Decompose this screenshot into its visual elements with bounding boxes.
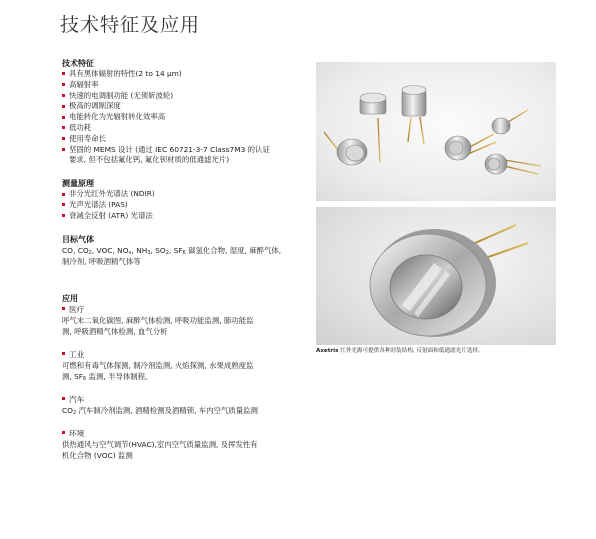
list-item: 衰减全反射 (ATR) 光谱法 (62, 211, 308, 222)
auto-text-1: $CO_2$ 汽车制冷剂监测, 酒精检测及酒精锁, 车内空气质量监测 (62, 405, 258, 416)
bullet-icon (62, 137, 65, 140)
bullet-icon (62, 214, 65, 217)
gases-heading: 目标气体 (62, 234, 94, 244)
left-column (62, 58, 308, 461)
medical-heading: 医疗 (62, 304, 308, 315)
gases-line-1: CO, $CO_2$, VOC, $NO_x$, $NH_3$, $SO_2$, $SF_6$ 碳氢化合物, 湿度, 麻醉气体, (62, 245, 282, 256)
ir-source-closeup-icon (316, 207, 556, 345)
industry-text-1: 可燃和有毒气体探测, 制冷剂监测, 火焰探测, 水果成熟度监 (62, 360, 254, 370)
environment-text-2: 机化合物 (VOC) 监测 (62, 450, 133, 460)
applications-heading: 应用 (62, 293, 78, 303)
bullet-icon (62, 193, 65, 196)
application-industry (62, 349, 308, 382)
list-item: 快速的电调制功能 (无须斩波轮) (62, 91, 308, 102)
page-title: 技术特征及应用 (60, 14, 201, 36)
bullet-icon (62, 83, 65, 86)
bullet-icon (62, 105, 65, 108)
list-item: 具有黑体辐射的特性(2 to 14 µm) (62, 69, 308, 80)
principles-list (62, 189, 308, 221)
features-section (62, 58, 308, 166)
bullet-icon (62, 307, 65, 310)
applications-section (62, 293, 308, 461)
bullet-icon (62, 72, 65, 75)
bullet-icon (62, 126, 65, 129)
list-item: 坚固的 MEMS 设计 (通过 IEC 60721-3-7 Class7M3 的认证 要求, 但不包括氟化钙, 氟化钡材质的低通滤光片) (62, 145, 308, 167)
features-list (62, 69, 308, 166)
photo-caption: Axetris 红外光源可提供各种封装结构, 反射面和低通滤光片选择。 (316, 348, 484, 354)
features-heading: 技术特征 (62, 59, 94, 68)
bullet-icon (62, 397, 65, 400)
list-item: 非分光红外光谱法 (NDIR) (62, 189, 308, 200)
bullet-icon (62, 148, 65, 151)
industry-text-2: 测, $SF_6$ 监测, 半导体制程。 (62, 371, 153, 382)
application-environment (62, 428, 308, 461)
list-item: 高辐射率 (62, 80, 308, 91)
list-item: 极高的调制深度 (62, 101, 308, 112)
bullet-icon (62, 203, 65, 206)
gases-section (62, 234, 308, 267)
application-auto (62, 394, 308, 416)
bullet-icon (62, 94, 65, 97)
product-photo-closeup (316, 207, 556, 345)
environment-text-1: 供热通风与空气调节(HVAC),室内空气质量监测, 及挥发性有 (62, 439, 258, 449)
medical-text-2: 测, 呼吸酒精气体检测, 血气分析 (62, 326, 168, 336)
industry-heading: 工业 (62, 349, 308, 360)
list-item: 低功耗 (62, 123, 308, 134)
principles-heading: 测量原理 (62, 179, 94, 189)
principles-section (62, 178, 308, 221)
list-item: 光声光谱法 (PAS) (62, 200, 308, 211)
bullet-icon (62, 431, 65, 434)
ir-source-group-icon (316, 62, 556, 201)
environment-heading: 环境 (62, 428, 308, 439)
list-item: 使用寿命长 (62, 134, 308, 145)
gases-line-2: 制冷剂, 呼吸酒精气体等 (62, 256, 141, 266)
application-medical (62, 304, 308, 337)
product-photo-group (316, 62, 556, 201)
medical-text-1: 呼气末二氧化碳图, 麻醉气体检测, 呼吸功能监测, 肺功能监 (62, 315, 254, 325)
bullet-icon (62, 352, 65, 355)
bullet-icon (62, 116, 65, 119)
auto-heading: 汽车 (62, 394, 308, 405)
list-item: 电能转化为光辐射转化效率高 (62, 112, 308, 123)
